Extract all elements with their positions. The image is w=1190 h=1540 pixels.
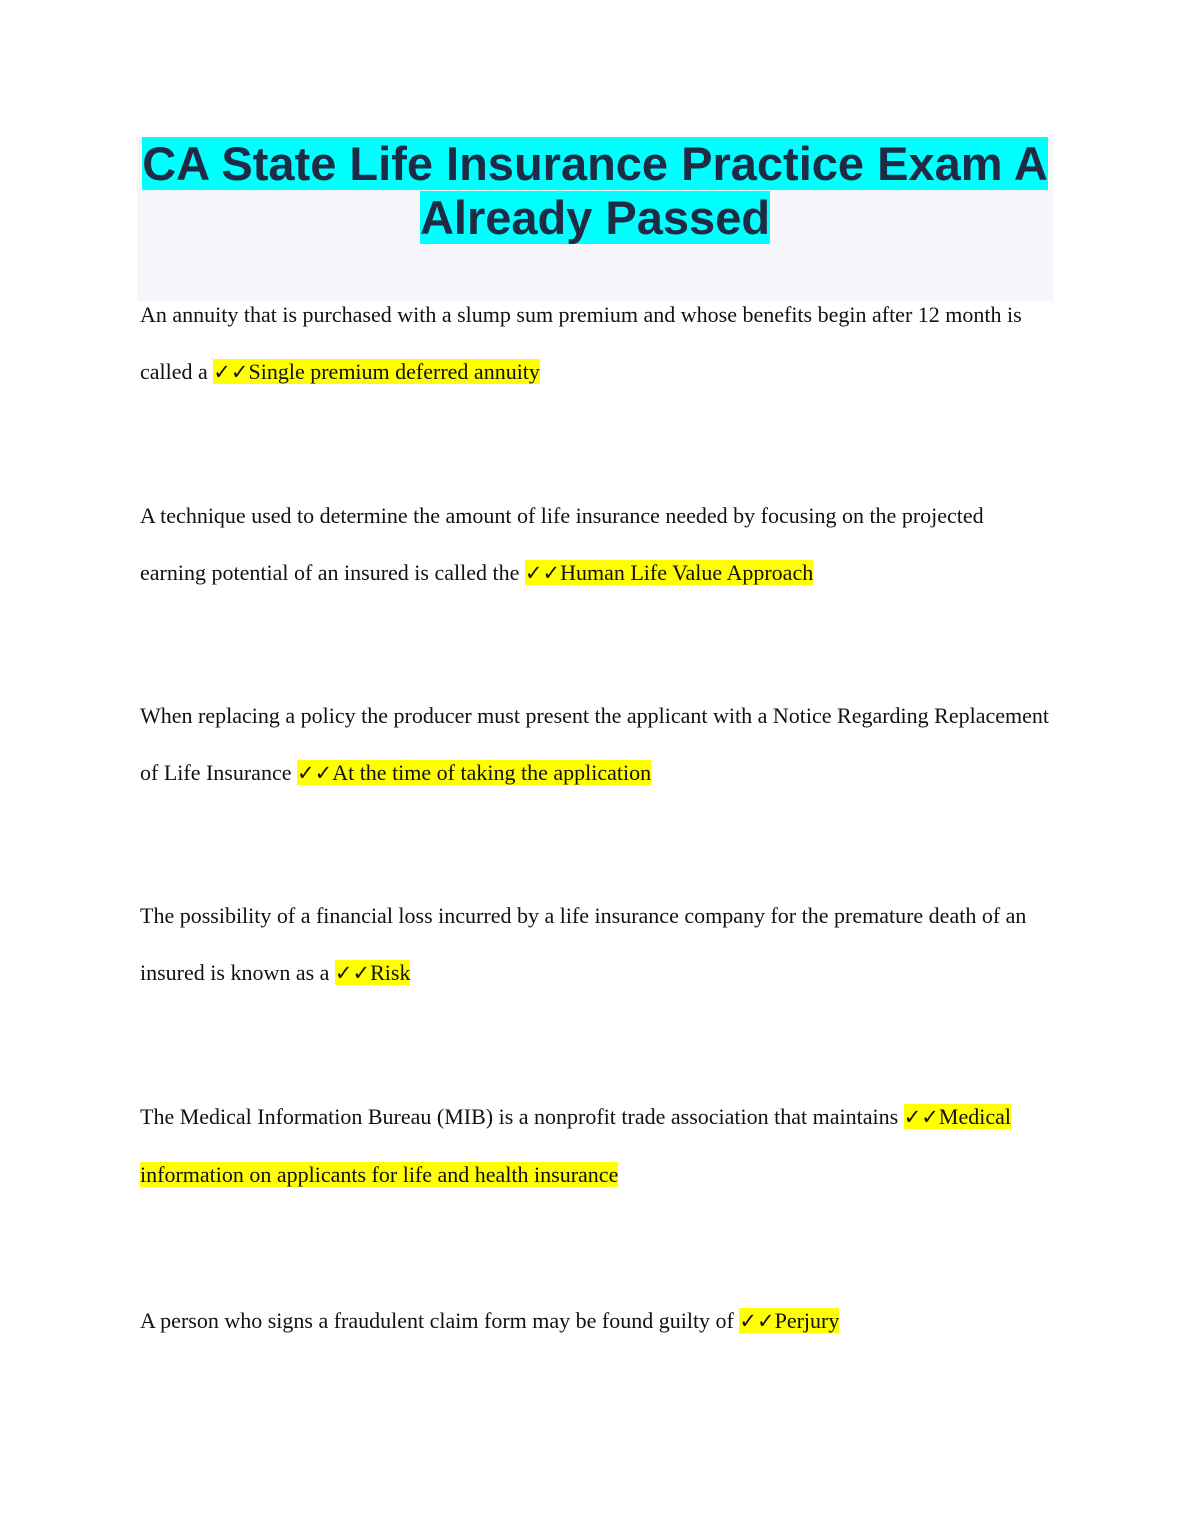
check-mark-icon: ✓✓ — [903, 1105, 939, 1129]
answer-highlight — [213, 359, 540, 384]
answer-highlight — [739, 1308, 839, 1333]
check-mark-icon: ✓✓ — [213, 360, 249, 384]
question-text: The possibility of a financial loss incurred by a life insurance company for the premature death of an insured is known as a — [140, 903, 1027, 985]
question-item — [140, 1292, 1050, 1350]
answer-text: At the time of taking the application — [332, 760, 652, 785]
check-mark-icon: ✓✓ — [334, 961, 371, 985]
answer-text: Perjury — [774, 1308, 840, 1333]
question-text: When replacing a policy the producer must present the applicant with a Notice Regarding Replacement of Life Insurance — [140, 703, 1050, 785]
answer-text: Risk — [370, 960, 411, 985]
answer-highlight — [335, 960, 411, 985]
answer-highlight — [525, 560, 813, 585]
check-mark-icon: ✓✓ — [524, 561, 561, 585]
check-mark-icon: ✓✓ — [739, 1309, 775, 1333]
question-text: The Medical Information Bureau (MIB) is a nonprofit trade association that maintains — [140, 1104, 899, 1129]
page-title-text: CA State Life Insurance Practice Exam A Already Passed — [142, 137, 1048, 244]
answer-text: Human Life Value Approach — [560, 560, 814, 585]
page-title — [137, 137, 1053, 245]
question-text: A technique used to determine the amount of life insurance needed by focusing on the projected earning potential of an insured is called the — [140, 503, 984, 585]
question-item — [140, 1088, 1050, 1203]
question-item — [140, 487, 1050, 602]
check-mark-icon: ✓✓ — [296, 761, 333, 785]
question-text: A person who signs a fraudulent claim form may be found guilty of — [140, 1308, 734, 1333]
question-item — [140, 887, 1050, 1002]
question-item — [140, 687, 1050, 802]
answer-text: Single premium deferred annuity — [248, 359, 540, 384]
title-block — [137, 137, 1053, 301]
question-text: An annuity that is purchased with a slump sum premium and whose benefits begin after 12 month is called a — [140, 302, 1022, 384]
answer-highlight — [297, 760, 651, 785]
question-item — [140, 286, 1050, 401]
answer-text: Medical information on applicants for life and health insurance — [140, 1104, 1011, 1187]
